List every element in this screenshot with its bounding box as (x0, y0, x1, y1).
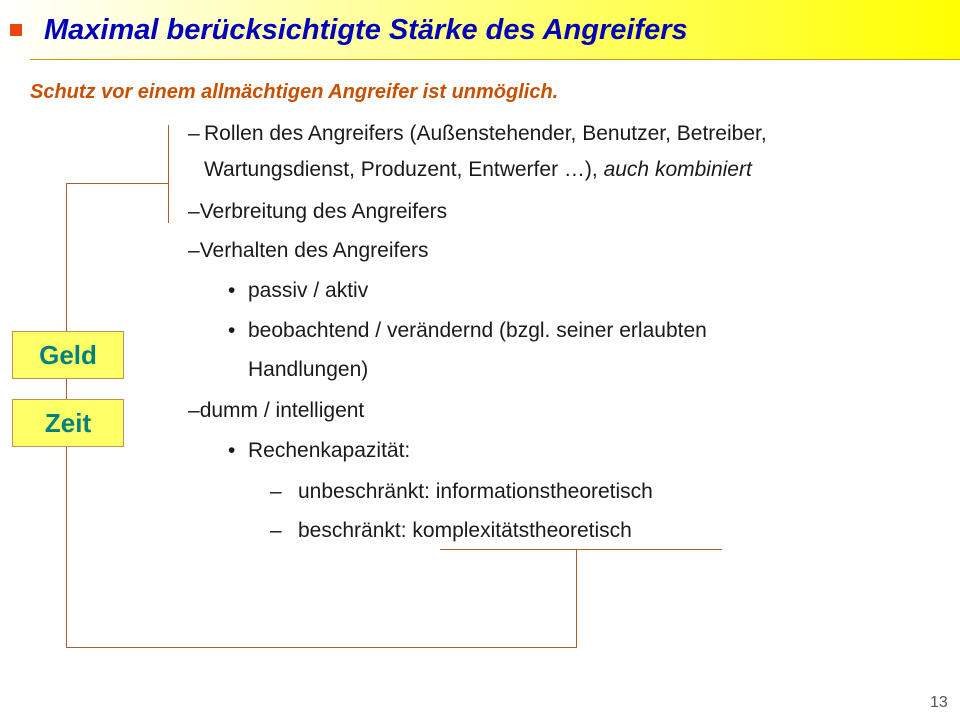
list-item (228, 439, 411, 463)
geld-box: Geld (12, 331, 124, 379)
item-text: dumm / intelligent (199, 399, 365, 422)
intro-statement: Schutz vor einem allmächtigen Angreifer ist unmöglich. (30, 81, 559, 103)
dash-marker: – (270, 519, 282, 542)
item-text: beobachtend / verändernd (bzgl. seiner erlaubten (248, 319, 707, 342)
item-text: Rechenkapazität: (248, 439, 411, 462)
list-item (188, 239, 429, 263)
bullet-marker: • (228, 439, 236, 462)
slide-title: Maximal berücksichtigte Stärke des Angreifers (44, 14, 688, 46)
item-text: Handlungen) (248, 358, 369, 381)
underline-bracket (440, 549, 722, 550)
dash-marker: – (188, 399, 200, 422)
list-item (204, 158, 752, 182)
connector-line (66, 379, 67, 399)
bullet-marker: • (228, 279, 236, 302)
dash-marker: – (188, 122, 200, 145)
connector-line (576, 549, 577, 648)
list-item (188, 399, 364, 423)
connector-line (66, 183, 67, 331)
dash-marker: – (188, 200, 200, 223)
item-text: unbeschränkt: informationstheoretisch (298, 480, 653, 503)
title-bullet-square (10, 24, 22, 36)
connector-line (66, 183, 169, 184)
dash-marker: – (188, 239, 200, 262)
item-text: beschränkt: komplexitätstheoretisch (298, 519, 632, 542)
list-item (188, 122, 767, 146)
zeit-box: Zeit (12, 399, 124, 447)
item-text: Wartungsdienst, Produzent, Entwerfer …), (204, 158, 598, 181)
item-text: passiv / aktiv (248, 279, 369, 302)
page-number: 13 (930, 694, 948, 711)
list-item (228, 279, 369, 303)
connector-line (66, 647, 577, 648)
item-text: Rollen des Angreifers (Außenstehender, Benutzer, Betreiber, (204, 122, 767, 145)
item-text: Verbreitung des Angreifers (199, 200, 448, 223)
item-text-italic: auch kombiniert (603, 158, 752, 181)
list-item (248, 358, 368, 382)
list-item (228, 319, 707, 343)
bracket-line (168, 125, 169, 223)
title-underline (30, 59, 960, 60)
bullet-marker: • (228, 319, 236, 342)
connector-line (66, 447, 67, 648)
list-item (270, 480, 653, 504)
dash-marker: – (270, 480, 282, 503)
list-item (188, 200, 447, 224)
item-text: Verhalten des Angreifers (199, 239, 429, 262)
list-item (270, 519, 632, 543)
